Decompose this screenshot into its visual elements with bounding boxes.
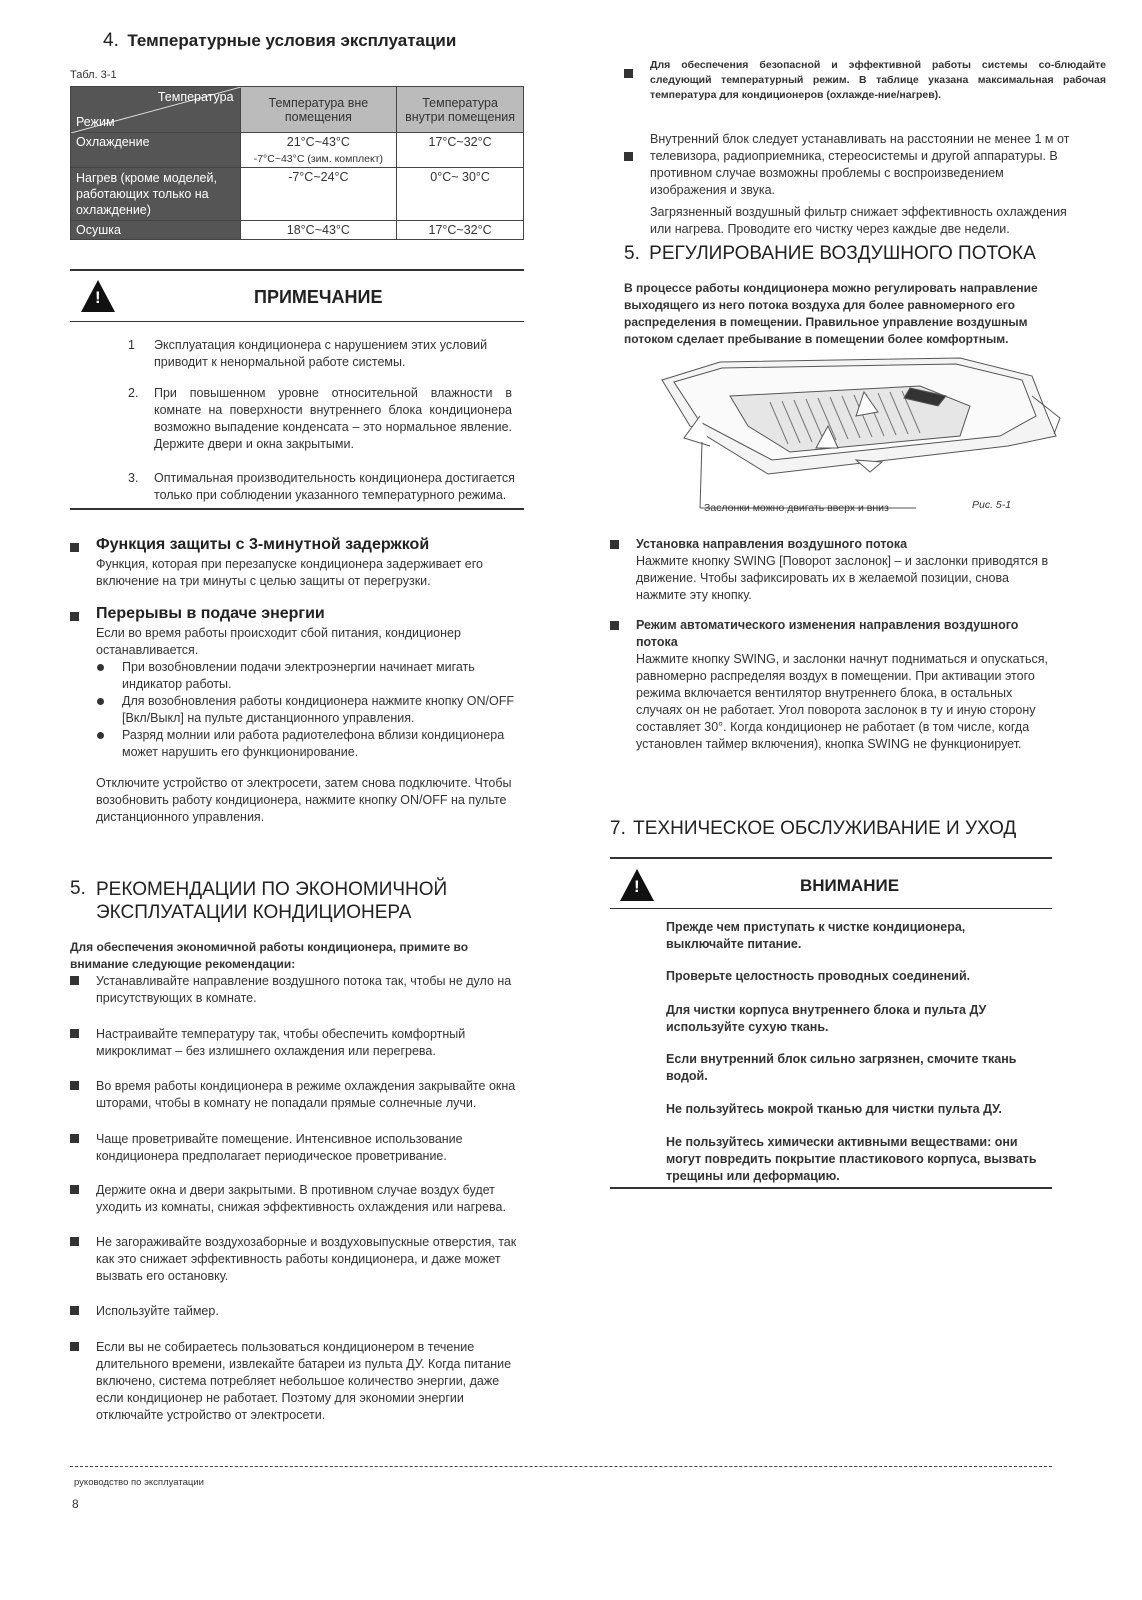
economy-item: Держите окна и двери закрытыми. В противном случае воздух будет уходить из комнаты, снижая эффективность охлаждения или нагрева.: [96, 1183, 506, 1214]
bullet-square: [610, 621, 619, 630]
section-5-intro: Для обеспечения экономичной работы кондиционера, примите во внимание следующие рекомендации:: [70, 940, 469, 971]
note-item-text: Эксплуатация кондиционера с нарушением этих условий приводит к ненормальной работе системы.: [154, 338, 488, 369]
economy-item: Настраивайте температуру так, чтобы обеспечить комфортный микроклимат – без излишнего охлаждения или перегрева.: [96, 1027, 466, 1058]
bullet-square: [70, 543, 79, 552]
protect-text: Функция, которая при перезапуске кондиционера задерживает его включение на три минуты с целью защиты от перегрузки.: [96, 557, 483, 588]
row-mode: Нагрев (кроме моделей, работающих только на охлаждение): [71, 168, 241, 221]
warning-item: Не пользуйтесь мокрой тканью для чистки пульта ДУ.: [666, 1102, 1002, 1116]
swing-set-title: Установка направления воздушного потока: [636, 537, 908, 551]
col-header-outside: Температура вне помещения: [240, 87, 397, 133]
row-outside: -7°C~24°C: [240, 168, 397, 221]
warning-icon: [620, 869, 654, 901]
figure-label: Заслонки можно двигать вверх и вниз: [704, 502, 889, 514]
note-title-rule: [70, 321, 524, 322]
bullet-square: [70, 612, 79, 621]
row-mode: Охлаждение: [71, 133, 241, 168]
footer-rule: [70, 1466, 1052, 1467]
section-number: 7.: [610, 818, 626, 839]
warning-icon: [81, 280, 115, 312]
cassette-unit-illustration: [660, 356, 1080, 526]
top-bold-text: Для обеспечения безопасной и эффективной работы системы со-блюдайте следующий температурный режим. В таблице указана максимальная рабочая температура для кондиционеров (охлажде-ние/нагрев).: [650, 59, 1106, 101]
bullet-square: [610, 540, 619, 549]
section-4-heading: [103, 30, 456, 52]
note-item-number: 2.: [128, 386, 139, 400]
corner-top-label: Температура: [157, 90, 234, 104]
bullet-square: [70, 1029, 79, 1038]
bullet-square: [624, 152, 633, 161]
warning-item: Прежде чем приступать к чистке кондиционера, выключайте питание.: [666, 920, 966, 951]
swing-auto-text: Нажмите кнопку SWING, и заслонки начнут подниматься и опускаться, равномерно распределяя воздух в помещении. При активации этого режима включается вентилятор внутреннего блока, в остальных случаях он не работает. Угол поворота заслонок в ту и иную сторону составляет 30°. Когда кондиционер не работает (в том числе, когда установлен таймер включения), кнопка SWING не функционирует.: [636, 652, 1049, 751]
table-header-row: [71, 87, 524, 133]
economy-item: Чаще проветривайте помещение. Интенсивное использование кондиционера предполагает периодическое проветривание.: [96, 1132, 463, 1163]
section-title: ТЕХНИЧЕСКОЕ ОБСЛУЖИВАНИЕ И УХОД: [633, 818, 1017, 839]
table-row: [71, 133, 524, 168]
corner-bottom-label: Режим: [76, 115, 115, 129]
row-mode: Осушка: [71, 221, 241, 240]
note-item-number: 3.: [128, 471, 139, 485]
tv-distance-text: Внутренний блок следует устанавливать на расстоянии не менее 1 м от телевизора, радиоприемника, стереосистемы и другой аппаратуры. В противном случае возможны проблемы с воспроизведением изображения и звука.: [650, 132, 1070, 197]
section-title: Температурные условия эксплуатации: [127, 31, 457, 50]
section-7-heading: [610, 818, 1016, 840]
power-bullet: Разряд молнии или работа радиотелефона вблизи кондиционера может нарушить его функционирование.: [122, 728, 505, 759]
bullet-square: [70, 1237, 79, 1246]
figure-caption: Рис. 5-1: [972, 499, 1012, 511]
power-title: Перерывы в подаче энергии: [96, 605, 325, 622]
filter-text: Загрязненный воздушный фильтр снижает эффективность охлаждения или нагрева. Проводите его чистку через каждые две недели.: [650, 205, 1067, 236]
note-title: ПРИМЕЧАНИЕ: [254, 287, 383, 307]
footer-label: руководство по эксплуатации: [74, 1477, 204, 1488]
note-item-text: При повышенном уровне относительной влажности в комнате на поверхности внутреннего блока кондиционера возможно выпадение конденсата – это нормальное явление. Держите двери и окна закрытыми.: [154, 386, 512, 451]
bullet-dot: [97, 732, 104, 739]
bullet-square: [70, 1342, 79, 1351]
table-caption: Табл. 3-1: [70, 69, 117, 81]
temperature-table: [70, 86, 524, 240]
swing-set-text: Нажмите кнопку SWING [Поворот заслонок] – и заслонки приводятся в движение. Чтобы зафиксировать их в желаемой позиции, снова нажмите эту кнопку.: [636, 554, 1049, 602]
bullet-square: [70, 1134, 79, 1143]
table-corner-cell: [71, 87, 241, 133]
economy-item: Не загораживайте воздухозаборные и воздуховыпускные отверстия, так как это снижает эффективность работы кондиционера, и даже может вызвать его остановку.: [96, 1235, 517, 1283]
economy-item: Если вы не собираетесь пользоваться кондиционером в течение длительного времени, извлекайте батареи из пульта ДУ. Когда питание включено, система потребляет небольшое количество энергии, даже если кондиционер не работает. Поэтому для экономии энергии отключайте устройство от электросети.: [96, 1340, 512, 1422]
section-title: РЕГУЛИРОВАНИЕ ВОЗДУШНОГО ПОТОКА: [649, 243, 1036, 264]
swing-auto-title: Режим автоматического изменения направления воздушного потока: [636, 618, 1019, 649]
section-5-title-line1: РЕКОМЕНДАЦИИ ПО ЭКОНОМИЧНОЙ: [96, 879, 448, 900]
bullet-dot: [97, 698, 104, 705]
table-row: [71, 168, 524, 221]
section-5b-intro: В процессе работы кондиционера можно регулировать направление выходящего из него потока воздуха для более равномерного его распределения в помещении. Правильное управление воздушным потоком сделает пребывание в помещении более комфортным.: [624, 281, 1038, 346]
note-item-number: 1: [128, 338, 135, 352]
note-item-text: Оптимальная производительность кондиционера достигается только при соблюдении указанного температурного режима.: [154, 471, 515, 502]
warning-bottom-rule: [610, 1187, 1052, 1189]
bullet-dot: [97, 664, 104, 671]
section-5b-heading: [624, 243, 1036, 265]
bullet-square: [70, 1185, 79, 1194]
power-outro: Отключите устройство от электросети, затем снова подключите. Чтобы возобновить работу кондиционера, нажмите кнопку ON/OFF на пульте дистанционного управления.: [96, 776, 512, 824]
protect-title: Функция защиты с 3-минутной задержкой: [96, 536, 430, 553]
bullet-square: [70, 1306, 79, 1315]
page-number: 8: [72, 1497, 79, 1511]
section-5-title-line2: ЭКСПЛУАТАЦИИ КОНДИЦИОНЕРА: [96, 902, 412, 923]
power-intro: Если во время работы происходит сбой питания, кондиционер останавливается.: [96, 626, 461, 657]
row-inside: 17°C~32°C: [397, 133, 524, 168]
power-bullet: Для возобновления работы кондиционера нажмите кнопку ON/OFF [Вкл/Выкл] на пульте дистанционного управления.: [122, 694, 515, 725]
warning-item: Проверьте целостность проводных соединений.: [666, 969, 971, 983]
bullet-square: [70, 976, 79, 985]
warning-item: Не пользуйтесь химически активными веществами: они могут повредить покрытие пластикового корпуса, вызвать трещины или деформацию.: [666, 1135, 1037, 1183]
warning-item: Для чистки корпуса внутреннего блока и пульта ДУ используйте сухую ткань.: [666, 1003, 987, 1034]
warning-top-rule: [610, 857, 1052, 859]
note-bottom-rule: [70, 508, 524, 510]
section-number: 4.: [103, 30, 119, 51]
bullet-square: [70, 1081, 79, 1090]
bullet-square: [624, 69, 633, 78]
section-5-title: [96, 878, 447, 924]
row-outside: 18°C~43°C: [240, 221, 397, 240]
row-outside: [240, 133, 397, 168]
warning-title: ВНИМАНИЕ: [800, 876, 900, 895]
economy-item: Устанавливайте направление воздушного потока так, чтобы не дуло на присутствующих в комнате.: [96, 974, 512, 1005]
row-outside-value: 21°C~43°C: [286, 135, 350, 149]
table-row: [71, 221, 524, 240]
section-number: 5.: [624, 243, 640, 264]
row-inside: 0°C~ 30°C: [397, 168, 524, 221]
section-5-number: 5.: [70, 878, 86, 899]
economy-item: Используйте таймер.: [96, 1304, 219, 1318]
col-header-inside: Температура внутри помещения: [397, 87, 524, 133]
row-outside-value-2: -7°C~43°C (зим. комплект): [253, 153, 384, 165]
economy-item: Во время работы кондиционера в режиме охлаждения закрывайте окна шторами, чтобы в комнату не попадали прямые солнечные лучи.: [96, 1079, 516, 1110]
note-top-rule: [70, 269, 524, 271]
warning-item: Если внутренний блок сильно загрязнен, смочите ткань водой.: [666, 1052, 1017, 1083]
warning-title-rule: [610, 908, 1052, 909]
power-bullet: При возобновлении подачи электроэнергии начинает мигать индикатор работы.: [122, 660, 475, 691]
row-inside: 17°C~32°C: [397, 221, 524, 240]
